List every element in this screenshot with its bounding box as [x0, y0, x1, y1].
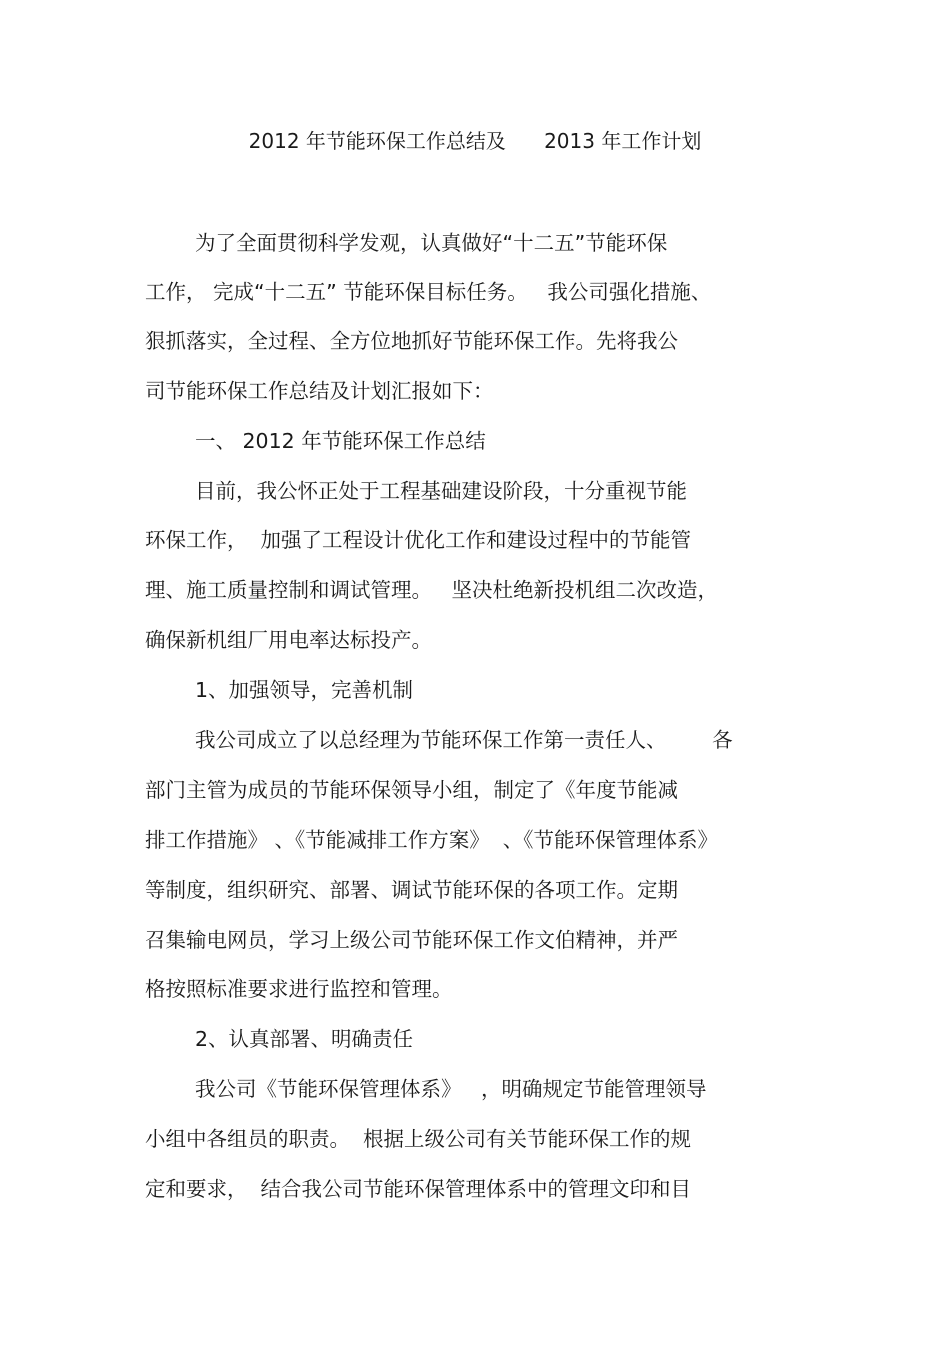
section-heading: 一、 2012 年节能环保工作总结 — [195, 429, 486, 453]
paragraph-line: 环保工作， 加强了工程设计优化工作和建设过程中的节能管 — [145, 528, 692, 552]
paragraph-line: 我公司成立了以总经理为节能环保工作第一责任人、 各 — [195, 728, 733, 752]
paragraph-line: 定和要求， 结合我公司节能环保管理体系中的管理文印和目 — [145, 1177, 692, 1201]
subsection-heading: 2、认真部署、明确责任 — [195, 1027, 414, 1051]
paragraph-line: 确保新机组厂用电率达标投产。 — [145, 628, 432, 652]
document-title: 2012 年节能环保工作总结及 2013 年工作计划 — [248, 129, 702, 153]
paragraph-line: 等制度，组织研究、部署、调试节能环保的各项工作。定期 — [145, 878, 678, 902]
paragraph-line: 部门主管为成员的节能环保领导小组，制定了《年度节能减 — [145, 778, 678, 802]
paragraph-line: 工作， 完成“十二五” 节能环保目标任务。 我公司强化措施、 — [145, 280, 712, 304]
paragraph-line: 召集输电网员，学习上级公司节能环保工作文伯精神，并严 — [145, 928, 678, 952]
paragraph-line: 我公司《节能环保管理体系》 ，明确规定节能管理领导 — [195, 1077, 707, 1101]
paragraph-line: 为了全面贯彻科学发观，认真做好“十二五”节能环保 — [195, 231, 668, 255]
paragraph-line: 格按照标准要求进行监控和管理。 — [145, 977, 453, 1001]
paragraph-line: 小组中各组员的职责。 根据上级公司有关节能环保工作的规 — [145, 1127, 692, 1151]
paragraph-line: 目前，我公怀正处于工程基础建设阶段，十分重视节能 — [195, 479, 687, 503]
subsection-heading: 1、加强领导，完善机制 — [195, 678, 414, 702]
paragraph-line: 理、施工质量控制和调试管理。 坚决杜绝新投机组二次改造， — [145, 578, 719, 602]
paragraph-line: 司节能环保工作总结及计划汇报如下： — [145, 379, 494, 403]
paragraph-line: 狠抓落实，全过程、全方位地抓好节能环保工作。先将我公 — [145, 329, 678, 353]
paragraph-line: 排工作措施》 、《节能减排工作方案》 、《节能环保管理体系》 — [145, 828, 719, 852]
